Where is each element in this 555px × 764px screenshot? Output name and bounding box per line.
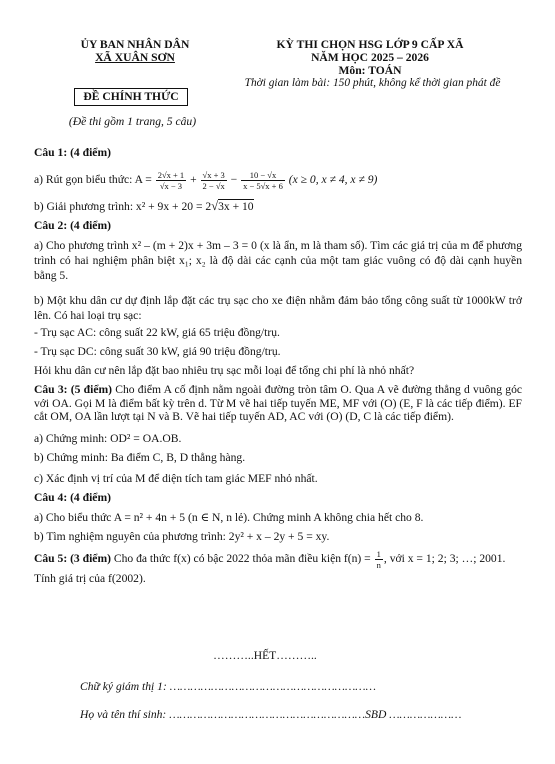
pages-note: (Đề thi gồm 1 trang, 5 câu) — [68, 115, 197, 128]
q3-part-c: c) Xác định vị trí của M để diện tích tam giác MEF nhỏ nhất. — [34, 472, 318, 485]
q2-charger-ac: - Trụ sạc AC: công suất 22 kW, giá 65 triệu đồng/trụ. — [34, 326, 280, 339]
q3-part-a: a) Chứng minh: OD² = OA.OB. — [34, 432, 182, 445]
q2-part-a: a) Cho phương trình x² – (m + 2)x + 3m – 3 = 0 (x là ẩn, m là tham số). Tìm các giá trị của m để phương trình có hai nghiệm phân biệt x₁; x₂ là độ dài các cạnh của một tam giác vuông có độ dài cạnh huyền bằng 5. — [34, 239, 522, 282]
q1-part-a: a) Rút gọn biểu thức: A = $\frac{2√x + 1}{√x - 3}$ + $\frac{√x + 3}{2 - √x}$ − $\frac{10 - √x}{x - 5√x + 6}$ (x ≥ 0, x ≠ 4, x ≠ 9) — [34, 169, 378, 191]
q1-b-radicand: 3x + 10 — [218, 200, 254, 213]
official-badge: ĐỀ CHÍNH THỨC — [74, 88, 188, 106]
school-year: NĂM HỌC 2025 – 2026 — [311, 51, 429, 64]
q3-title: Câu 3: (5 điểm) — [34, 383, 112, 396]
q5-statement: Câu 5: (3 điểm) Cho đa thức f(x) có bậc 2022 thỏa mãn điều kiện f(n) = $\frac{1}{n}$ , với x = 1; 2; 3; …; 2001. — [34, 548, 506, 570]
q5-fraction: $\frac{1}{n}$ — [376, 548, 381, 570]
issuer-line1: ỦY BAN NHÂN DÂN — [80, 38, 190, 51]
proctor-signature-field: …………………………………………………… — [169, 680, 376, 693]
q1-a-prefix: a) Rút gọn biểu thức: A = — [34, 173, 152, 186]
q1-title: Câu 1: (4 điểm) — [34, 146, 111, 159]
proctor-signature-label: Chữ ký giám thị 1: — [80, 680, 167, 693]
exam-title: KỲ THI CHỌN HSG LỚP 9 CẤP XÃ — [276, 38, 464, 51]
q3-part-b: b) Chứng minh: Ba điểm C, B, D thẳng hàng. — [34, 451, 246, 464]
q2-charger-dc: - Trụ sạc DC: công suất 30 kW, giá 90 triệu đồng/trụ. — [34, 345, 281, 358]
q1-fraction-2: $\frac{√x + 3}{2 - √x}$ — [202, 169, 225, 191]
q1-part-b: b) Giải phương trình: x² + 9x + 20 = 2√3x + 10 — [34, 199, 254, 213]
candidate-name-row — [80, 708, 461, 722]
q2-title: Câu 2: (4 điểm) — [34, 219, 111, 232]
q3-statement: Cho điểm A cố định nằm ngoài đường tròn tâm O. Qua A vẽ đường thẳng d vuông góc với OA. Gọi M là điểm bất kỳ trên d. Từ M vẽ hai tiếp tuyến ME, MF với (O) (E, F là các tiếp điểm). EF cắt OM, OA lần lượt tại N và B. Vẽ hai tiếp tuyến AD, AC với (O) (D, C là các tiếp điểm). — [34, 383, 523, 423]
q4-part-b: b) Tìm nghiệm nguyên của phương trình: 2y² + x – 2y + 5 = xy. — [34, 530, 330, 543]
q1-fraction-3: $\frac{10 - √x}{x - 5√x + 6}$ — [243, 169, 283, 191]
candidate-name-label: Họ và tên thí sinh: — [80, 708, 167, 721]
time-note: Thời gian làm bài: 150 phút, không kể thời gian phát đề — [244, 77, 501, 89]
issuer-line2: XÃ XUÂN SƠN — [95, 51, 175, 64]
q1-a-condition: (x ≥ 0, x ≠ 4, x ≠ 9) — [288, 173, 378, 186]
end-marker: ………..HẾT……….. — [213, 649, 317, 662]
subject: Môn: TOÁN — [338, 64, 402, 77]
q1-b-equation: b) Giải phương trình: x² + 9x + 20 = 2 — [34, 200, 212, 213]
q4-title: Câu 4: (4 điểm) — [34, 491, 111, 504]
q1-fraction-1: $\frac{2√x + 1}{√x - 3}$ — [157, 169, 185, 191]
proctor-signature-row — [80, 680, 376, 694]
candidate-name-field: …………………………………………………SBD ………………… — [169, 708, 462, 721]
q2-question: Hỏi khu dân cư nên lắp đặt bao nhiêu trụ sạc mỗi loại để tổng chi phí là nhỏ nhất? — [34, 364, 415, 377]
q5-question: Tính giá trị của f(2002). — [34, 572, 146, 585]
q2-part-b: b) Một khu dân cư dự định lắp đặt các trụ sạc cho xe điện nhằm đảm bảo tổng công suất từ 1000kW trở lên. Có hai loại trụ sạc: — [34, 294, 522, 322]
q5-title: Câu 5: (3 điểm) — [34, 552, 111, 565]
q4-part-a: a) Cho biểu thức A = n² + 4n + 5 (n ∈ N, n lẻ). Chứng minh A không chia hết cho 8. — [34, 511, 424, 524]
q3-intro — [34, 383, 522, 424]
